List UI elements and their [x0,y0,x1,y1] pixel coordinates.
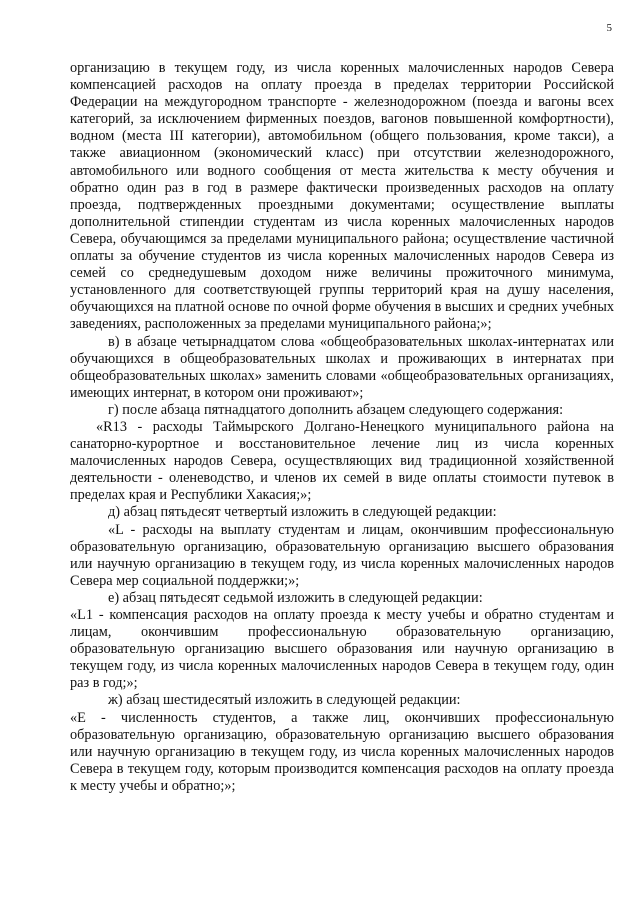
paragraph-l-quote: «L - расходы на выплату студентам и лицам, окончившим профессиональную образовательную организацию, образовательную организацию высшего образования или научную организацию в текущем году, из числа коренных малочисленных народов Севера мер социальной поддержки;»; [70,521,614,589]
paragraph-continuation: организацию в текущем году, из числа коренных малочисленных народов Севера компенсацией расходов на оплату проезда в пределах территории Российской Федерации на междугородном транспорте - железнодорожном (поезда и вагоны всех категорий, за исключением фирменных поездов, вагонов повышенной комфортности), водном (места III категории), автомобильном (общего пользования, кроме такси), а также авиационном (экономический класс) при отсутствии железнодорожного, автомобильного или водного сообщения от места жительства к месту обучения и обратно один раз в год в размере фактически произведенных расходов на оплату проезда, подтвержденных проездными документами; осуществление выплаты дополнительной стипендии студентам из числа коренных малочисленных народов Севера, обучающимся за пределами муниципального района; осуществление частичной оплаты за обучение студентов из числа коренных малочисленных народов Севера из семей со среднедушевым доходом ниже величины прожиточного минимума, установленного для соответствующей группы территорий края на душу населения, обучающихся на платной основе по очной форме обучения в высших и средних учебных заведениях, расположенных за пределами муниципального района;»; [70,60,614,333]
paragraph-item-e: е) абзац пятьдесят седьмой изложить в следующей редакции: [108,589,483,606]
paragraph-item-v: в) в абзаце четырнадцатом слова «общеобразовательных школах-интернатах или обучающихся в общеобразовательных школах и проживающих в интернатах при общеобразовательных школах» заменить словами «общеобразовательных организациях, имеющих интернат, в котором они проживают»; [70,333,614,401]
paragraph-item-zh: ж) абзац шестидесятый изложить в следующей редакции: [108,692,461,709]
paragraph-r13-quote: «R13 - расходы Таймырского Долгано-Ненецкого муниципального района на санаторно-курортное и восстановительное лечение лиц из числа коренных малочисленных народов Севера, осуществляющих вид традиционной хозяйственной деятельности - оленеводство, и членов их семей в виде оплаты стоимости путевок в пределах края и Республики Хакасия;»; [70,418,614,504]
page-number: 5 [606,22,612,34]
paragraph-item-g: г) после абзаца пятнадцатого дополнить абзацем следующего содержания: [108,401,564,418]
paragraph-item-d: д) абзац пятьдесят четвертый изложить в следующей редакции: [108,504,497,521]
paragraph-l1-quote: «L1 - компенсация расходов на оплату проезда к месту учебы и обратно студентам и лицам, окончившим профессиональную образовательную организацию, образовательную организацию высшего образования или научную организацию в текущем году, из числа коренных малочисленных народов Севера в текущем году, один раз в год;»; [70,607,614,692]
paragraph-e-quote: «E - численность студентов, а также лиц, окончивших профессиональную образовательную организацию, образовательную организацию высшего образования или научную организацию в текущем году, из числа коренных малочисленных народов Севера в текущем году, которым производится компенсация расходов на оплату проезда к месту учебы и обратно;»; [70,709,614,794]
